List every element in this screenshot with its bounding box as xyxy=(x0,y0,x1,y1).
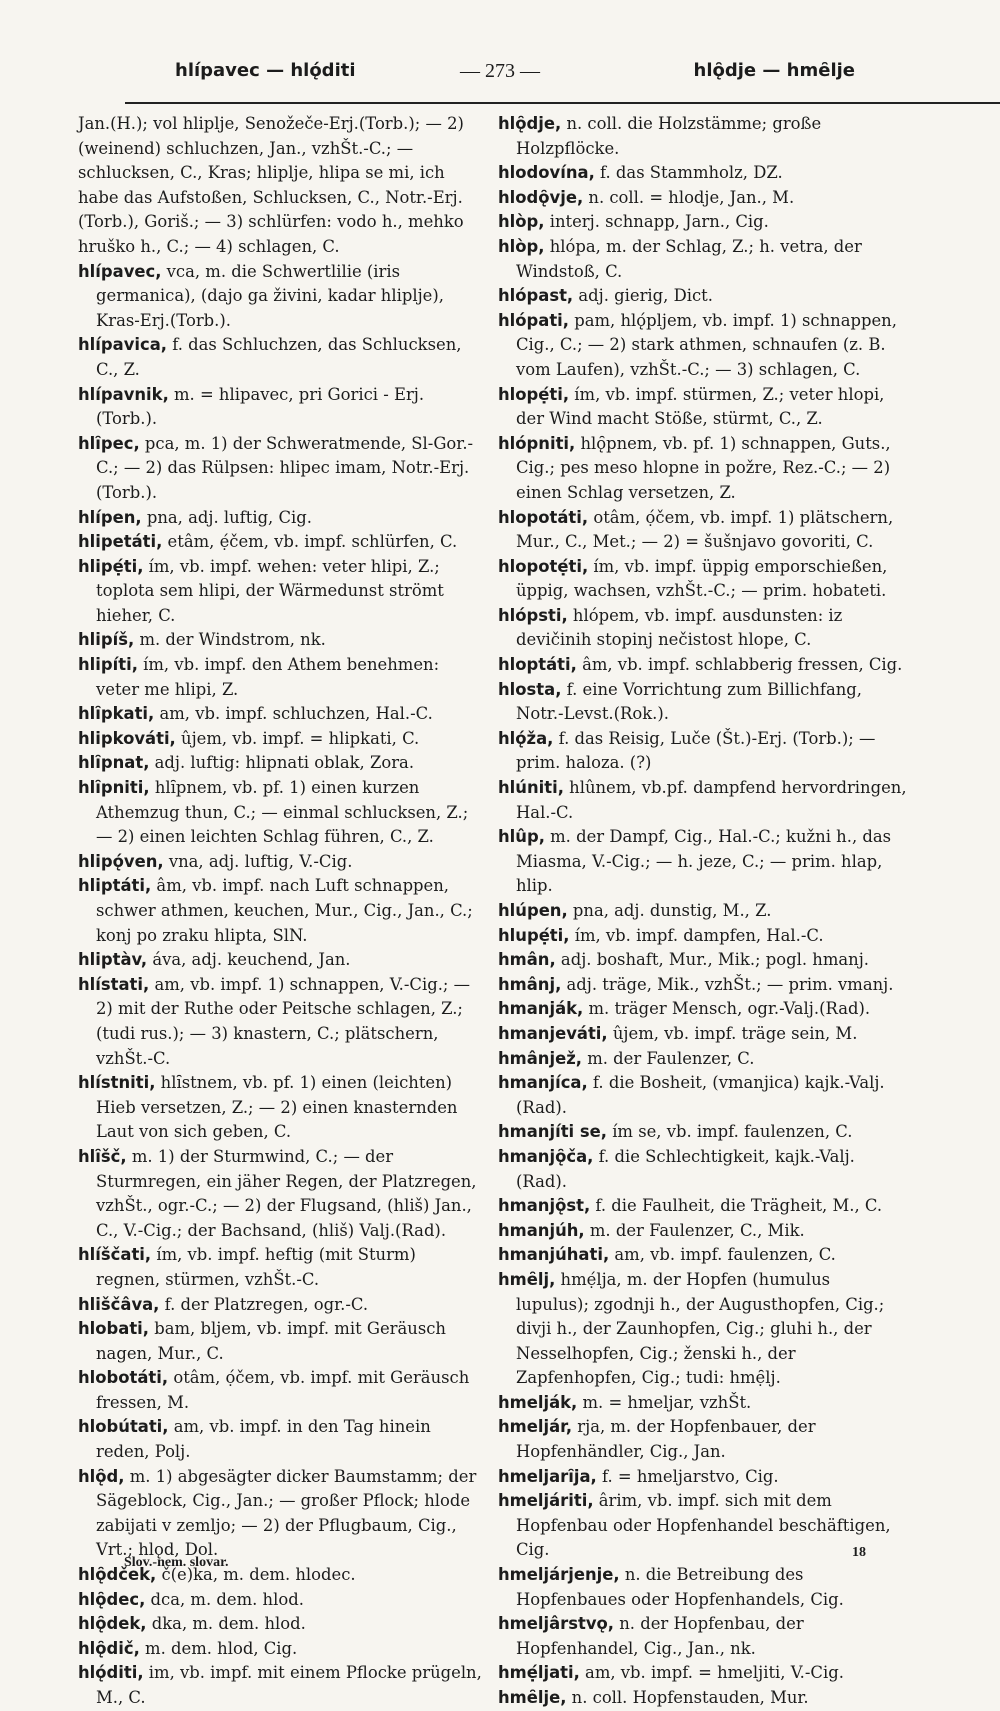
entry-definition: âm, vb. impf. nach Luft schnappen, schwer athmen, keuchen, Mur., Cig., Jan., C.; konj po zraku hlipta, SlN. xyxy=(96,876,473,945)
entry-headword: hlobati, xyxy=(78,1319,150,1339)
dictionary-entry xyxy=(78,751,483,776)
entry-definition: ím se, vb. impf. faulenzen, C. xyxy=(606,1122,853,1142)
entry-definition: ím, vb. impf. den Athem benehmen: veter me hlipi, Z. xyxy=(96,655,440,699)
entry-definition: ûjem, vb. impf. = hlipkati, C. xyxy=(175,728,420,748)
dictionary-entry xyxy=(78,333,483,382)
entry-definition: am, vb. impf. schluchzen, Hal.-C. xyxy=(154,704,433,724)
dictionary-entry xyxy=(498,432,908,506)
entry-definition: pca, m. 1) der Schweratmende, Sl-Gor.-C.; — 2) das Rülpsen: hlipec imam, Notr.-Erj.(Torb.). xyxy=(96,433,474,502)
entry-definition: n. coll. Hopfenstauden, Mur. xyxy=(566,1688,809,1707)
dictionary-entry xyxy=(78,1637,483,1662)
entry-definition: ím, vb. impf. üppig emporschießen, üppig, wachsen, vzhŠt.-C.; — prim. hobateti. xyxy=(516,556,888,601)
entry-definition: im, vb. impf. mit einem Pflocke prügeln, M., C. xyxy=(96,1663,482,1707)
entry-definition: am, vb. impf. 1) schnappen, V.-Cig.; — 2) mit der Ruthe oder Peitsche schlagen, Z.; (tudi rus.); — 3) knastern, C.; plätschern, vzhŠt.-C. xyxy=(96,974,471,1068)
entry-definition: otâm, ọ́čem, vb. impf. 1) plätschern, Mur., C., Met.; — 2) = šušnjavo govoriti, C. xyxy=(516,507,894,552)
dictionary-entry xyxy=(498,1022,908,1047)
entry-definition: hmẹ́lja, m. der Hopfen (humulus lupulus); zgodnji h., der Augusthopfen, Cig.; divji h., der Zaunhopfen, Cig.; gluhi h., der Nesselhopfen, Cig.; ženski h., der Zapfenhopfen, Cig.; tudi: hmẹ̑lj. xyxy=(516,1269,885,1388)
entry-headword: hmanjǫ̑st, xyxy=(498,1196,591,1216)
dictionary-entry xyxy=(498,1268,908,1391)
entry-definition: vca, m. die Schwertlilie (iris germanica), (dajo ga živini, kadar hliplje), Kras-Erj.(Torb.). xyxy=(96,261,444,330)
entry-headword: hlodǫ̑vje, xyxy=(498,187,584,207)
dictionary-entry xyxy=(498,1415,908,1464)
entry-definition: m. der Windstrom, nk. xyxy=(134,630,326,650)
entry-definition: adj. luftig: hlipnati oblak, Zora. xyxy=(149,753,415,773)
entry-definition: ârim, vb. impf. sich mit dem Hopfenbau oder Hopfenhandel beschäftigen, Cig. xyxy=(516,1491,891,1560)
left-column xyxy=(78,112,483,1711)
entry-headword: hmȇlj, xyxy=(498,1269,556,1289)
entry-headword: hlípavec, xyxy=(78,261,162,281)
entry-definition: hlȋstnem, vb. pf. 1) einen (leichten) Hieb versetzen, Z.; — 2) einen knasternden Laut von sich geben, C. xyxy=(96,1073,458,1142)
entry-definition: bam, bljem, vb. impf. mit Geräusch nagen, Mur., C. xyxy=(96,1319,446,1363)
entry-definition: f. die Schlechtigkeit, kajk.-Valj. (Rad). xyxy=(516,1146,855,1191)
dictionary-entry xyxy=(498,186,908,211)
entry-headword: hlipíš, xyxy=(78,630,135,650)
dictionary-entry xyxy=(498,284,908,309)
entry-headword: hliptáti, xyxy=(78,876,152,896)
entry-headword: hmeljârstvǫ, xyxy=(498,1614,615,1634)
dictionary-entry xyxy=(78,850,483,875)
dictionary-entry xyxy=(498,309,908,383)
entry-headword: hloptáti, xyxy=(498,655,577,675)
entry-headword: hlǫ̑d, xyxy=(78,1466,125,1486)
dictionary-entry xyxy=(78,776,483,850)
entry-definition: áva, adj. keuchend, Jan. xyxy=(147,950,351,970)
dictionary-entry xyxy=(78,1366,483,1415)
dictionary-entry xyxy=(498,210,908,235)
entry-headword: hlípavica, xyxy=(78,335,168,355)
dictionary-entry xyxy=(78,874,483,948)
dictionary-entry xyxy=(78,1661,483,1710)
entry-definition: n. der Hopfenbau, der Hopfenhandel, Cig., Jan., nk. xyxy=(516,1614,804,1658)
entry-definition: Jan.(H.); vol hliplje, Senožeče-Erj.(Torb.); — 2) (weinend) schluchzen, Jan., vzhŠt.-C.; — schlucksen, C., Kras; hliplje, hlipa se mi, ich habe das Aufstoßen, Schlucksen, C., Notr.-Erj.(Torb.), Goriš.; — 3) schlürfen: vodo h., mehko hruško h., C.; — 4) schlagen, C. xyxy=(78,114,464,256)
entry-definition: ím, vb. impf. stürmen, Z.; veter hlopi, der Wind macht Stöße, stürmt, C., Z. xyxy=(516,384,885,429)
entry-definition: am, vb. impf. faulenzen, C. xyxy=(609,1245,836,1265)
entry-definition: dka, m. dem. hlod. xyxy=(146,1614,306,1634)
entry-headword: hlipíti, xyxy=(78,655,138,675)
entry-definition: ím, vb. impf. heftig (mit Sturm) regnen, stürmen, vzhŠt.-C. xyxy=(96,1245,416,1289)
entry-definition: f. das Schluchzen, das Schlucksen, C., Z. xyxy=(96,335,462,379)
entry-definition: m. der Faulenzer, C., Mik. xyxy=(584,1220,805,1240)
entry-headword: hlípavnik, xyxy=(78,384,169,404)
entry-headword: hlòp, xyxy=(498,236,545,256)
dictionary-entry xyxy=(78,727,483,752)
running-header xyxy=(125,56,875,88)
entry-headword: hmanjǫ̑ča, xyxy=(498,1146,594,1166)
entry-headword: hlupẹ́ti, xyxy=(498,925,570,945)
entry-headword: hmanják, xyxy=(498,999,584,1019)
entry-definition: adj. träge, Mik., vzhŠt.; — prim. vmanj. xyxy=(561,974,894,994)
entry-definition: pam, hlǫ́pljem, vb. impf. 1) schnappen, Cig., C.; — 2) stark athmen, schnaufen (z. B. vom Laufen), vzhŠt.-C.; — 3) schlagen, C. xyxy=(516,310,897,379)
entry-headword: hlopotẹ́ti, xyxy=(498,556,589,576)
dictionary-entry xyxy=(498,1047,908,1072)
dictionary-entry xyxy=(498,1489,908,1563)
dictionary-entry xyxy=(78,1612,483,1637)
entry-definition: f. eine Vorrichtung zum Billichfang, Notr.-Levst.(Rok.). xyxy=(516,679,862,724)
header-left-guide: hlípavec — hlǫ́diti xyxy=(175,60,356,81)
dictionary-entry xyxy=(78,383,483,432)
entry-definition: hlȋpnem, vb. pf. 1) einen kurzen Athemzug thun, C.; — einmal schlucksen, Z.; — 2) einen leichten Schlag führen, C., Z. xyxy=(96,778,469,847)
dictionary-entry xyxy=(78,1415,483,1464)
entry-headword: hliščâva, xyxy=(78,1294,160,1314)
entry-headword: hlǫ̑dje, xyxy=(498,114,562,133)
entry-definition: f. = hmeljarstvo, Cig. xyxy=(596,1466,779,1486)
entry-headword: hlopẹ́ti, xyxy=(498,384,570,404)
dictionary-entry xyxy=(78,973,483,1071)
entry-definition: am, vb. impf. = hmeljiti, V.-Cig. xyxy=(579,1663,844,1683)
entry-headword: hlodovína, xyxy=(498,163,595,183)
entry-definition: hlópa, m. der Schlag, Z.; h. vetra, der Windstoß, C. xyxy=(516,236,862,281)
entry-headword: hmȇlje, xyxy=(498,1688,567,1707)
entry-definition: interj. schnapp, Jarn., Cig. xyxy=(544,212,769,232)
entry-headword: hlipǫ́ven, xyxy=(78,851,164,871)
entry-headword: hlobotáti, xyxy=(78,1368,169,1388)
dictionary-entry xyxy=(78,1317,483,1366)
dictionary-entry xyxy=(78,1465,483,1563)
dictionary-entry xyxy=(78,112,483,260)
dictionary-entry xyxy=(78,530,483,555)
right-column xyxy=(498,112,908,1711)
dictionary-entry xyxy=(498,727,908,776)
entry-definition: hlópem, vb. impf. ausdunsten: iz devičinih stopinj nečistost hlope, C. xyxy=(516,605,843,650)
dictionary-entry xyxy=(498,555,908,604)
dictionary-entry xyxy=(498,1219,908,1244)
entry-definition: f. das Stammholz, DZ. xyxy=(594,163,783,183)
dictionary-entry xyxy=(78,506,483,531)
entry-headword: hmanjeváti, xyxy=(498,1023,608,1043)
entry-headword: hlosta, xyxy=(498,679,562,699)
dictionary-entry xyxy=(498,678,908,727)
dictionary-entry xyxy=(498,924,908,949)
entry-definition: n. coll. die Holzstämme; große Holzpflöcke. xyxy=(516,114,822,158)
entry-headword: hlǫ́diti, xyxy=(78,1663,144,1683)
entry-headword: hmeljárjenje, xyxy=(498,1565,620,1585)
entry-headword: hmânjež, xyxy=(498,1048,582,1068)
entry-definition: m. 1) abgesägter dicker Baumstamm; der Sägeblock, Cig., Jan.; — großer Pflock; hlode zabijati v zemljo; — 2) der Pflugbaum, Cig., Vrt.; hlǫd, Dol. xyxy=(96,1466,477,1560)
entry-headword: hlístniti, xyxy=(78,1073,156,1093)
entry-headword: hmeljarȋja, xyxy=(498,1466,597,1486)
entry-headword: hlȋpnat, xyxy=(78,753,150,773)
entry-headword: hmelják, xyxy=(498,1392,578,1412)
entry-definition: m. = hlipavec, pri Gorici - Erj. (Torb.). xyxy=(96,384,425,429)
entry-definition: n. coll. = hlodje, Jan., M. xyxy=(583,187,795,207)
dictionary-entry xyxy=(498,161,908,186)
entry-definition: m. der Dampf, Cig., Hal.-C.; kužni h., das Miasma, V.-Cig.; — h. jeze, C.; — prim. hlap, hlip. xyxy=(516,827,892,896)
dictionary-entry xyxy=(498,825,908,899)
dictionary-entry xyxy=(498,1243,908,1268)
signature-number: 18 xyxy=(852,1545,866,1560)
page-footer xyxy=(124,1545,866,1571)
dictionary-entry xyxy=(498,997,908,1022)
entry-headword: hlǫ̑dič, xyxy=(78,1638,140,1658)
footer-title: Slov.-nem. slovar. xyxy=(124,1555,229,1570)
dictionary-entry xyxy=(78,702,483,727)
entry-definition: m. 1) der Sturmwind, C.; — der Sturmregen, ein jäher Regen, der Platzregen, vzhŠt., ogr.-C.; — 2) der Flugsand, (hliš) Jan., C., V.-Cig.; der Bachsand, (hliš) Valj.(Rad). xyxy=(96,1146,477,1240)
entry-headword: hlipetáti, xyxy=(78,532,163,552)
header-rule xyxy=(125,102,1000,104)
dictionary-entry xyxy=(498,653,908,678)
entry-headword: hlȋpkati, xyxy=(78,704,155,724)
dictionary-entry xyxy=(78,1588,483,1613)
dictionary-entry xyxy=(498,973,908,998)
entry-headword: hmẹ́ljati, xyxy=(498,1663,580,1683)
entry-definition: adj. boshaft, Mur., Mik.; pogl. hmanj. xyxy=(555,950,870,970)
dictionary-entry xyxy=(498,1194,908,1219)
dictionary-entry xyxy=(78,1243,483,1292)
entry-definition: pna, adj. dunstig, M., Z. xyxy=(567,901,772,920)
entry-headword: hmân, xyxy=(498,950,556,970)
entry-definition: vna, adj. luftig, V.-Cig. xyxy=(163,851,353,871)
entry-headword: hlopotáti, xyxy=(498,507,589,527)
dictionary-entry xyxy=(78,628,483,653)
dictionary-entry xyxy=(498,1612,908,1661)
entry-definition: ím, vb. impf. wehen: veter hlipi, Z.; toplota sem hlipi, der Wärmedunst strömt hieher, C. xyxy=(96,556,444,625)
entry-definition: m. träger Mensch, ogr.-Valj.(Rad). xyxy=(583,999,871,1019)
entry-headword: hlòp, xyxy=(498,212,545,232)
entry-headword: hlópsti, xyxy=(498,605,568,625)
entry-definition: ûjem, vb. impf. träge sein, M. xyxy=(607,1023,858,1043)
entry-headword: hmânj, xyxy=(498,974,562,994)
entry-definition: adj. gierig, Dict. xyxy=(573,286,713,306)
entry-headword: hlipẹ́ti, xyxy=(78,556,144,576)
entry-headword: hlúpen, xyxy=(498,901,568,920)
entry-definition: n. die Betreibung des Hopfenbaues oder Hopfenhandels, Cig. xyxy=(516,1565,844,1609)
entry-definition: f. der Platzregen, ogr.-C. xyxy=(159,1294,369,1314)
entry-headword: hlópast, xyxy=(498,286,574,306)
entry-definition: f. das Reisig, Luče (Št.)-Erj. (Torb.); — prim. haloza. (?) xyxy=(516,728,876,773)
entry-headword: hlípen, xyxy=(78,507,142,527)
dictionary-entry xyxy=(498,383,908,432)
entry-headword: hmeljár, xyxy=(498,1417,573,1437)
entry-headword: hlǫ̑dček, xyxy=(78,1565,157,1585)
entry-headword: hlǫ̑dek, xyxy=(78,1614,147,1634)
dictionary-entry xyxy=(498,506,908,555)
entry-definition: m. = hmeljar, vzhŠt. xyxy=(577,1392,752,1412)
header-right-guide: hlǫ̑dje — hmȇlje xyxy=(693,60,855,81)
dictionary-entry xyxy=(498,1391,908,1416)
entry-headword: hlǫ̑dec, xyxy=(78,1589,146,1609)
entry-definition: pna, adj. luftig, Cig. xyxy=(141,507,312,527)
entry-headword: hmanjúhati, xyxy=(498,1245,610,1265)
entry-headword: hmanjíti se, xyxy=(498,1122,607,1142)
dictionary-entry xyxy=(498,776,908,825)
dictionary-entry xyxy=(78,1145,483,1243)
dictionary-entry xyxy=(498,1071,908,1120)
entry-headword: hlístati, xyxy=(78,974,150,994)
entry-definition: m. der Faulenzer, C. xyxy=(581,1048,755,1068)
entry-headword: hmanjíca, xyxy=(498,1073,588,1093)
page-number: — 273 — xyxy=(460,60,540,82)
dictionary-entry xyxy=(78,432,483,506)
entry-definition: hlǫ̑pnem, vb. pf. 1) schnappen, Guts., Cig.; pes meso hlopne in požre, Rez.-C.; — 2) einen Schlag versetzen, Z. xyxy=(516,433,891,502)
entry-definition: rja, m. der Hopfenbauer, der Hopfenhändler, Cig., Jan. xyxy=(516,1417,816,1462)
dictionary-entry xyxy=(78,260,483,334)
entry-definition: etâm, ẹ́čem, vb. impf. schlürfen, C. xyxy=(162,532,458,552)
dictionary-entry xyxy=(498,1120,908,1145)
entry-headword: hlipkováti, xyxy=(78,728,176,748)
entry-headword: hlobútati, xyxy=(78,1417,169,1437)
entry-definition: ím, vb. impf. dampfen, Hal.-C. xyxy=(569,925,824,945)
entry-definition: č(e)ka, m. dem. hlodec. xyxy=(156,1565,356,1585)
dictionary-entry xyxy=(498,235,908,284)
entry-definition: am, vb. impf. in den Tag hinein reden, Polj. xyxy=(96,1417,431,1462)
entry-definition: m. dem. hlod, Cig. xyxy=(139,1638,298,1658)
entry-headword: hmanjúh, xyxy=(498,1220,585,1240)
entry-headword: hlíščati, xyxy=(78,1245,152,1265)
entry-headword: hmeljáriti, xyxy=(498,1491,594,1511)
entry-definition: hlûnem, vb.pf. dampfend hervordringen, Hal.-C. xyxy=(516,778,907,822)
entry-definition: âm, vb. impf. schlabberig fressen, Cig. xyxy=(576,655,903,675)
dictionary-entry xyxy=(498,1686,908,1711)
dictionary-entry xyxy=(78,948,483,973)
entry-headword: hlúniti, xyxy=(498,778,564,798)
dictionary-entry xyxy=(498,948,908,973)
dictionary-entry xyxy=(498,604,908,653)
entry-definition: dca, m. dem. hlod. xyxy=(145,1589,304,1609)
dictionary-entry xyxy=(78,555,483,629)
dictionary-entry xyxy=(78,1293,483,1318)
entry-headword: hlȋpniti, xyxy=(78,778,150,798)
entry-definition: f. die Faulheit, die Trägheit, M., C. xyxy=(590,1196,883,1216)
dictionary-entry xyxy=(498,112,908,161)
entry-headword: hlǫ́ža, xyxy=(498,728,554,748)
entry-headword: hlópati, xyxy=(498,310,570,330)
entry-headword: hlûp, xyxy=(498,827,545,847)
dictionary-entry xyxy=(498,899,908,924)
entry-headword: hlȋšč, xyxy=(78,1146,127,1166)
dictionary-entry xyxy=(78,1071,483,1145)
entry-headword: hlópniti, xyxy=(498,433,576,453)
entry-definition: otâm, ọ́čem, vb. impf. mit Geräusch fressen, M. xyxy=(96,1368,470,1412)
entry-headword: hliptàv, xyxy=(78,950,148,970)
dictionary-entry xyxy=(78,653,483,702)
dictionary-entry xyxy=(498,1465,908,1490)
entry-headword: hlȋpec, xyxy=(78,433,140,453)
dictionary-entry xyxy=(498,1145,908,1194)
entry-definition: f. die Bosheit, (vmanjica) kajk.-Valj. (Rad). xyxy=(516,1073,885,1117)
dictionary-entry xyxy=(498,1661,908,1686)
